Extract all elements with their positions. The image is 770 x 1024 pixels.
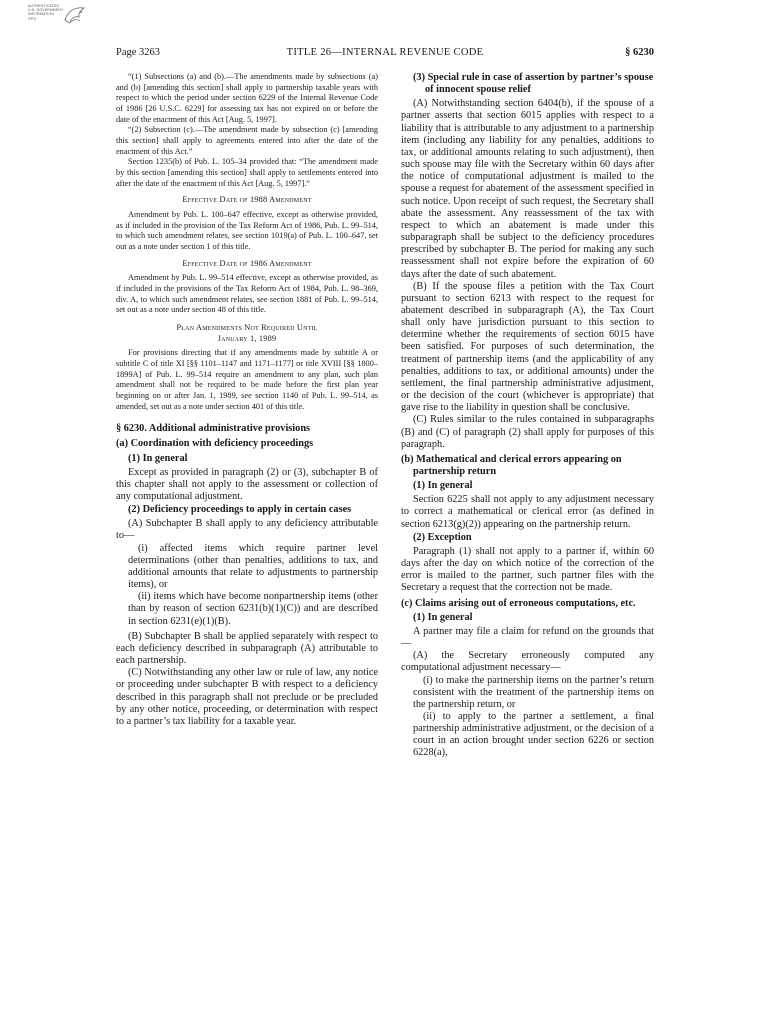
paragraph-text: Paragraph (1) shall not apply to a partner if, within 60 days after the day on which notice of the correction of the error is mailed to the partner, such partner files with the Secretary a request that the correction not be made. bbox=[401, 545, 654, 594]
subparagraph-text: (C) Rules similar to the rules contained in subparagraphs (B) and (C) of paragraph (2) shall apply for purposes of this paragraph. bbox=[401, 414, 654, 450]
note-paragraph: Section 1235(b) of Pub. L. 105–34 provided that: “The amendment made by this section [amending this section] shall apply to settlements entered into after the date of the enactment of this Act [Aug. 5, 1997].” bbox=[116, 157, 378, 188]
note-paragraph: “(2) Subsection (c).—The amendment made by subsection (c) [amending this section] shall apply to agreements entered into after the date of the enactment of this Act.” bbox=[116, 125, 378, 156]
eagle-icon bbox=[62, 4, 88, 30]
paragraph-heading-b1: (1) In general bbox=[413, 480, 473, 492]
note-paragraph: “(1) Subsections (a) and (b).—The amendments made by subsections (a) and (b) [amending this section] shall apply to partnership taxable years with respect to which the period under section 6229 of the Internal Revenue Code of 1986 [26 U.S.C. 6229] for assessing tax has not expired on or before the date of the enactment of this Act [Aug. 5, 1997]. bbox=[116, 72, 378, 124]
paragraph-heading-c1: (1) In general bbox=[413, 611, 473, 623]
title-heading: TITLE 26—INTERNAL REVENUE CODE bbox=[286, 47, 484, 58]
subparagraph-text: (A) Subchapter B shall apply to any deficiency attributable to— bbox=[116, 518, 378, 542]
left-column bbox=[116, 72, 378, 728]
clause-text: (ii) to apply to the partner a settlement, a final partnership administrative adjustment, or the decision of a court in an action brought under section 6226 or section 6228(a), bbox=[413, 710, 654, 759]
note-heading-plan bbox=[116, 323, 378, 344]
subsection-heading-b: (b) Mathematical and clerical errors appearing on partnership return bbox=[401, 453, 622, 477]
seal-line: U.S. GOVERNMENT bbox=[28, 8, 64, 13]
section-title: § 6230. Additional administrative provisions bbox=[116, 423, 311, 435]
subparagraph-text: (B) Subchapter B shall be applied separately with respect to each deficiency described in subparagraph (A) attributable to each partnership. bbox=[116, 630, 378, 667]
note-heading-1988: Effective Date of 1988 Amendment bbox=[182, 195, 312, 205]
gpo-authentication-seal bbox=[28, 4, 90, 30]
paragraph-text: Except as provided in paragraph (2) or (3), subchapter B of this chapter shall not apply to the assessment or collection of any computational adjustment. bbox=[116, 466, 378, 502]
note-paragraph-plan: For provisions directing that if any amendments made by subtitle A or subtitle C of title XI [§§ 1101–1147 and 1171–1177] or title XVIII [§§ 1800–1899A] of Pub. L. 99–514 require an amendment to any plan, such plan amendment shall not be required to be made before the first plan year beginning on or after Jan. 1, 1989, see section 1140 of Pub. L. 99–514, as amended, set out as a note under section 401 of this title. bbox=[116, 348, 378, 411]
subsection-heading-a: (a) Coordination with deficiency proceedings bbox=[116, 438, 314, 450]
right-column bbox=[401, 72, 654, 760]
clause-text: (i) affected items which require partner level determinations (other than penalties, additions to tax, and additional amounts that relate to adjustments to partnership items), or bbox=[128, 542, 378, 591]
section-number: § 6230 bbox=[625, 47, 654, 58]
subparagraph-text: (C) Notwithstanding any other law or rule of law, any notice or proceeding under subchapter B with respect to a deficiency described in this paragraph shall not preclude or be precluded by any other notice, proceeding, or determination with respect to a partner’s tax liability for a taxable year. bbox=[116, 667, 378, 727]
paragraph-text: A partner may file a claim for refund on the grounds that— bbox=[401, 625, 654, 650]
running-header bbox=[116, 47, 654, 63]
paragraph-heading-a1: (1) In general bbox=[128, 452, 188, 464]
subparagraph-text: (B) If the spouse files a petition with the Tax Court pursuant to section 6213 with respect to the request for abatement described in subparagraph (A), the Tax Court shall only have jurisdiction pursuant to this section to determine whether the requirements of section 6015 have been satisfied. For purposes of such determination, the treatment of partnership items (and the applicability of any penalties, additions to tax, or additional amounts) under the settlement, the final partnership administrative adjustment, or the decision of the court (whichever is appropriate) that gave rise to the liability in question shall be conclusive. bbox=[401, 280, 654, 414]
seal-line: INFORMATION bbox=[28, 12, 54, 17]
note-heading-line: January 1, 1989 bbox=[217, 333, 277, 343]
note-paragraph-1986: Amendment by Pub. L. 99–514 effective, except as otherwise provided, as if included in the provisions of the Tax Reform Act of 1984, Pub. L. 98–369, div. A, to which such amendment relates, see section 1881 of Pub. L. 99–514, set out as a note under section 48 of this title. bbox=[116, 273, 378, 315]
paragraph-text: Section 6225 shall not apply to any adjustment necessary to correct a mathematical or clerical error (as defined in section 6213(g)(2)) appearing on the partnership return. bbox=[401, 494, 654, 530]
paragraph-heading-b2: (2) Exception bbox=[413, 531, 472, 543]
note-paragraph-1988: Amendment by Pub. L. 100–647 effective, except as otherwise provided, as if included in the provision of the Tax Reform Act of 1986, Pub. L. 99–514, to which such amendment relates, see section 1019(a) of Pub. L. 100–647, set out as a note under section 1 of this title. bbox=[116, 209, 378, 251]
note-heading-line: Plan Amendments Not Required Until bbox=[176, 322, 318, 332]
subparagraph-text: (A) Notwithstanding section 6404(b), if the spouse of a partner asserts that section 6015 applies with respect to a liability that is attributable to any adjustment to a partnership item (including any liability for any penalties, additions to tax, or additional amounts relating to such adjustment), then such spouse may file with the Secretary within 60 days after the notice of computational adjustment is mailed to the spouse a request for abatement of the assessment specified in such notice. Upon receipt of such request, the Secretary shall abate the assessment. Any reassessment of the tax with respect to which an abatement is made under this subparagraph shall be subject to the deficiency procedures prescribed by subchapter B. The period for making any such reassessment shall not expire before the expiration of 60 days after the date of such abatement. bbox=[401, 98, 654, 280]
page-number: Page 3263 bbox=[116, 47, 161, 58]
paragraph-heading-a3: (3) Special rule in case of assertion by partner’s spouse of innocent spouse relief bbox=[413, 72, 654, 96]
note-heading-1986: Effective Date of 1986 Amendment bbox=[182, 258, 312, 268]
clause-text: (i) to make the partnership items on the partner’s return consistent with the treatment of the partnership items on the partnership return, or bbox=[413, 674, 654, 710]
seal-line: AUTHENTICATED bbox=[28, 4, 60, 8]
clause-text: (ii) items which have become nonpartnership items (other than by reason of section 6231(b)(1)(C)) and are described in section 6231(e)(1)(B). bbox=[128, 591, 378, 627]
subparagraph-text: (A) the Secretary erroneously computed any computational adjustment necessary— bbox=[401, 650, 654, 674]
paragraph-heading-a2: (2) Deficiency proceedings to apply in certain cases bbox=[128, 504, 352, 516]
seal-line: GPO bbox=[28, 16, 37, 21]
subsection-heading-c: (c) Claims arising out of erroneous computations, etc. bbox=[401, 597, 636, 609]
